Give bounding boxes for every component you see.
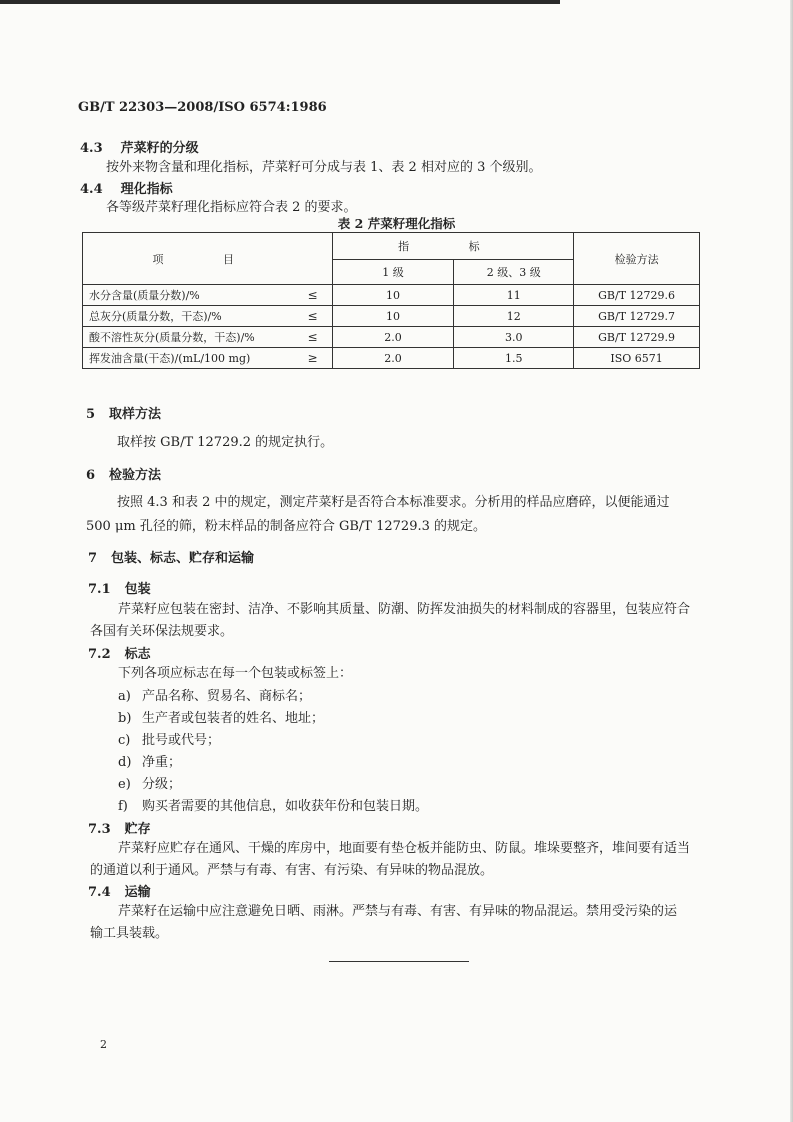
section-6-text-line1: 按照 4.3 和表 2 中的规定，测定芹菜籽是否符合本标准要求。分析用的样品应磨碎，以便能通过 bbox=[117, 495, 670, 510]
item-cell: 总灰分(质量分数，干态)/% ≤ bbox=[83, 306, 333, 327]
section-4-3-text: 按外来物含量和理化指标，芹菜籽可分成与表 1、表 2 相对应的 3 个级别。 bbox=[106, 160, 542, 175]
method-cell: GB/T 12729.7 bbox=[574, 306, 700, 327]
grade-2-3-cell: 12 bbox=[454, 306, 574, 327]
section-title: 取样方法 bbox=[109, 407, 162, 422]
section-title: 标志 bbox=[124, 647, 151, 662]
table-row bbox=[83, 306, 700, 327]
section-number: 4.4 bbox=[80, 182, 103, 197]
grade-1-cell: 10 bbox=[332, 285, 454, 306]
section-7-1-heading bbox=[88, 578, 151, 597]
section-title: 包装 bbox=[124, 582, 151, 597]
item-cell: 水分含量(质量分数)/% ≤ bbox=[83, 285, 333, 306]
section-number: 7 bbox=[88, 551, 98, 566]
section-6-heading bbox=[86, 464, 161, 483]
section-number: 7.1 bbox=[88, 582, 111, 597]
method-cell: ISO 6571 bbox=[574, 348, 700, 369]
section-title: 检验方法 bbox=[109, 468, 162, 483]
section-7-2-intro: 下列各项应标志在每一个包装或标签上： bbox=[118, 666, 353, 681]
section-4-4-heading bbox=[80, 178, 173, 197]
section-4-4-text: 各等级芹菜籽理化指标应符合表 2 的要求。 bbox=[106, 200, 357, 215]
list-item: e) 分级； bbox=[118, 777, 182, 792]
grade-1-cell: 10 bbox=[332, 306, 454, 327]
section-7-3-heading bbox=[88, 818, 151, 837]
section-6-text-line2: 500 μm 孔径的筛，粉末样品的制备应符合 GB/T 12729.3 的规定。 bbox=[86, 519, 486, 534]
section-title: 芹菜籽的分级 bbox=[120, 141, 199, 156]
section-5-heading bbox=[86, 403, 161, 422]
end-rule bbox=[329, 961, 469, 962]
header-index: 指 标 bbox=[332, 233, 574, 260]
grade-2-3-cell: 1.5 bbox=[454, 348, 574, 369]
item-cell: 挥发油含量(干态)/(mL/100 mg) ≥ bbox=[83, 348, 333, 369]
section-7-3-text-line2: 的通道以利于通风。严禁与有毒、有害、有污染、有异味的物品混放。 bbox=[90, 863, 494, 878]
section-7-4-heading bbox=[88, 881, 151, 900]
list-item: a) 产品名称、贸易名、商标名； bbox=[118, 689, 312, 704]
section-number: 7.4 bbox=[88, 885, 111, 900]
section-7-4-text-line2: 输工具装载。 bbox=[90, 926, 169, 941]
indicators-table bbox=[82, 232, 700, 369]
section-7-4-text-line1: 芹菜籽在运输中应注意避免日晒、雨淋。严禁与有毒、有害、有异味的物品混运。禁用受污染的运 bbox=[118, 904, 678, 919]
section-number: 6 bbox=[86, 468, 96, 483]
section-7-heading bbox=[88, 547, 254, 566]
section-number: 7.2 bbox=[88, 647, 111, 662]
grade-2-3-cell: 3.0 bbox=[454, 327, 574, 348]
list-item: f) 购买者需要的其他信息，如收获年份和包装日期。 bbox=[118, 799, 429, 814]
header-item: 项 目 bbox=[83, 233, 333, 285]
page-number: 2 bbox=[100, 1038, 107, 1051]
scan-top-edge bbox=[0, 0, 560, 4]
list-item: b) 生产者或包装者的姓名、地址； bbox=[118, 711, 325, 726]
grade-1-cell: 2.0 bbox=[332, 348, 454, 369]
section-7-3-text-line1: 芹菜籽应贮存在通风、干燥的库房中，地面要有垫仓板并能防虫、防鼠。堆垛要整齐，堆间要有适当 bbox=[118, 841, 691, 856]
section-number: 7.3 bbox=[88, 822, 111, 837]
section-7-1-text-line1: 芹菜籽应包装在密封、洁净、不影响其质量、防潮、防挥发油损失的材料制成的容器里，包装应符合 bbox=[118, 602, 691, 617]
section-title: 运输 bbox=[124, 885, 151, 900]
grade-2-3-cell: 11 bbox=[454, 285, 574, 306]
section-4-3-heading bbox=[80, 137, 199, 156]
header-grade-1: 1 级 bbox=[332, 260, 454, 285]
section-title: 理化指标 bbox=[120, 182, 173, 197]
section-title: 包装、标志、贮存和运输 bbox=[111, 551, 255, 566]
table-caption: 表 2 芹菜籽理化指标 bbox=[337, 216, 456, 231]
section-number: 5 bbox=[86, 407, 96, 422]
list-item: d) 净重； bbox=[118, 755, 182, 770]
method-cell: GB/T 12729.6 bbox=[574, 285, 700, 306]
grade-1-cell: 2.0 bbox=[332, 327, 454, 348]
item-cell: 酸不溶性灰分(质量分数，干态)/% ≤ bbox=[83, 327, 333, 348]
section-7-2-heading bbox=[88, 643, 151, 662]
section-7-1-text-line2: 各国有关环保法规要求。 bbox=[90, 624, 234, 639]
method-cell: GB/T 12729.9 bbox=[574, 327, 700, 348]
document-header: GB/T 22303—2008/ISO 6574:1986 bbox=[78, 100, 327, 115]
section-title: 贮存 bbox=[124, 822, 151, 837]
section-number: 4.3 bbox=[80, 141, 103, 156]
table-row bbox=[83, 348, 700, 369]
section-5-text: 取样按 GB/T 12729.2 的规定执行。 bbox=[117, 435, 334, 450]
table-row bbox=[83, 327, 700, 348]
list-item: c) 批号或代号； bbox=[118, 733, 221, 748]
table-row bbox=[83, 285, 700, 306]
header-grade-2-3: 2 级、3 级 bbox=[454, 260, 574, 285]
header-method: 检验方法 bbox=[574, 233, 700, 285]
